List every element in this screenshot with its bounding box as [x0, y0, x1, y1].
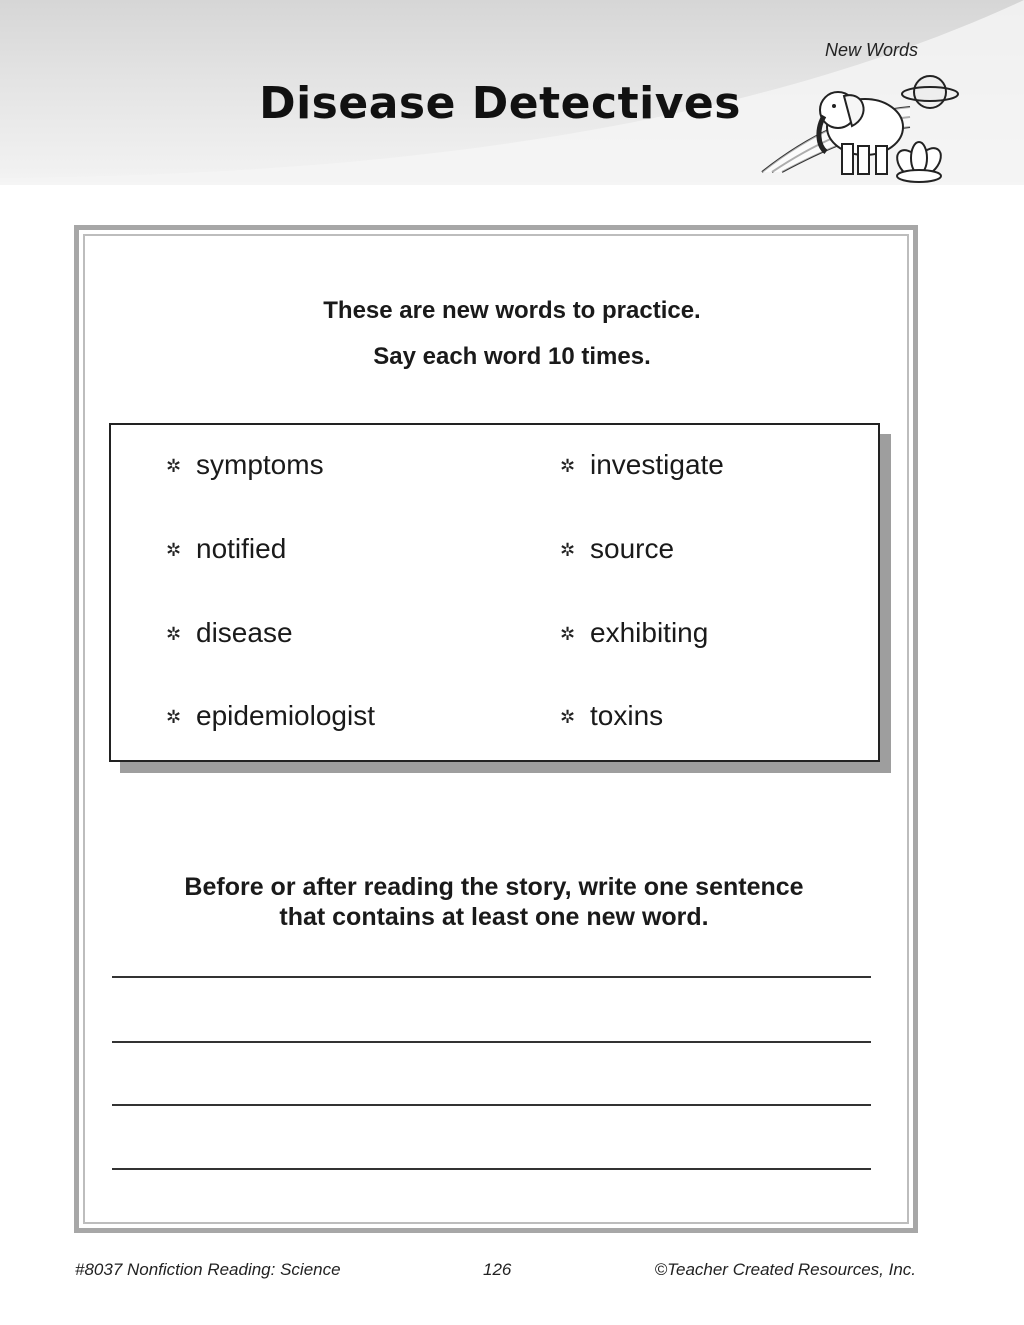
- word-item: [560, 617, 708, 649]
- asterisk-bullet-icon: ✲: [560, 456, 576, 478]
- word-text: notified: [196, 533, 287, 564]
- word-text: symptoms: [196, 449, 324, 480]
- word-item: [560, 533, 674, 565]
- word-item: [560, 700, 663, 732]
- instruction-line-2: Say each word 10 times.: [373, 343, 651, 370]
- writing-line[interactable]: [112, 1104, 871, 1106]
- footer-copyright: ©Teacher Created Resources, Inc.: [654, 1260, 916, 1279]
- asterisk-bullet-icon: ✲: [166, 707, 182, 729]
- word-box: [109, 423, 880, 762]
- footer-page-number: 126: [483, 1260, 512, 1279]
- asterisk-bullet-icon: ✲: [166, 456, 182, 478]
- word-item: [166, 617, 293, 649]
- word-item: [560, 449, 724, 481]
- writing-prompt-line-1: Before or after reading the story, write one sentence: [184, 873, 804, 901]
- word-text: disease: [196, 617, 293, 648]
- word-text: investigate: [590, 449, 724, 480]
- writing-prompt-line-2: that contains at least one new word.: [279, 903, 709, 931]
- asterisk-bullet-icon: ✲: [560, 624, 576, 646]
- writing-line[interactable]: [112, 1168, 871, 1170]
- footer-book-title: #8037 Nonfiction Reading: Science: [75, 1260, 341, 1279]
- word-item: [166, 449, 324, 481]
- writing-line[interactable]: [112, 1041, 871, 1043]
- section-label: New Words: [824, 40, 918, 60]
- word-item: [166, 700, 375, 732]
- asterisk-bullet-icon: ✲: [560, 707, 576, 729]
- word-text: source: [590, 533, 675, 564]
- asterisk-bullet-icon: ✲: [166, 540, 182, 562]
- word-text: toxins: [590, 700, 664, 731]
- word-item: [166, 533, 286, 565]
- page-header: [0, 0, 1024, 185]
- asterisk-bullet-icon: ✲: [560, 540, 576, 562]
- writing-line[interactable]: [112, 976, 871, 978]
- word-text: epidemiologist: [196, 700, 375, 731]
- word-text: exhibiting: [590, 617, 709, 648]
- elephant-clipart-icon: [760, 72, 960, 184]
- instruction-line-1: These are new words to practice.: [323, 297, 701, 324]
- page-title: Disease Detectives: [259, 78, 741, 129]
- asterisk-bullet-icon: ✲: [166, 624, 182, 646]
